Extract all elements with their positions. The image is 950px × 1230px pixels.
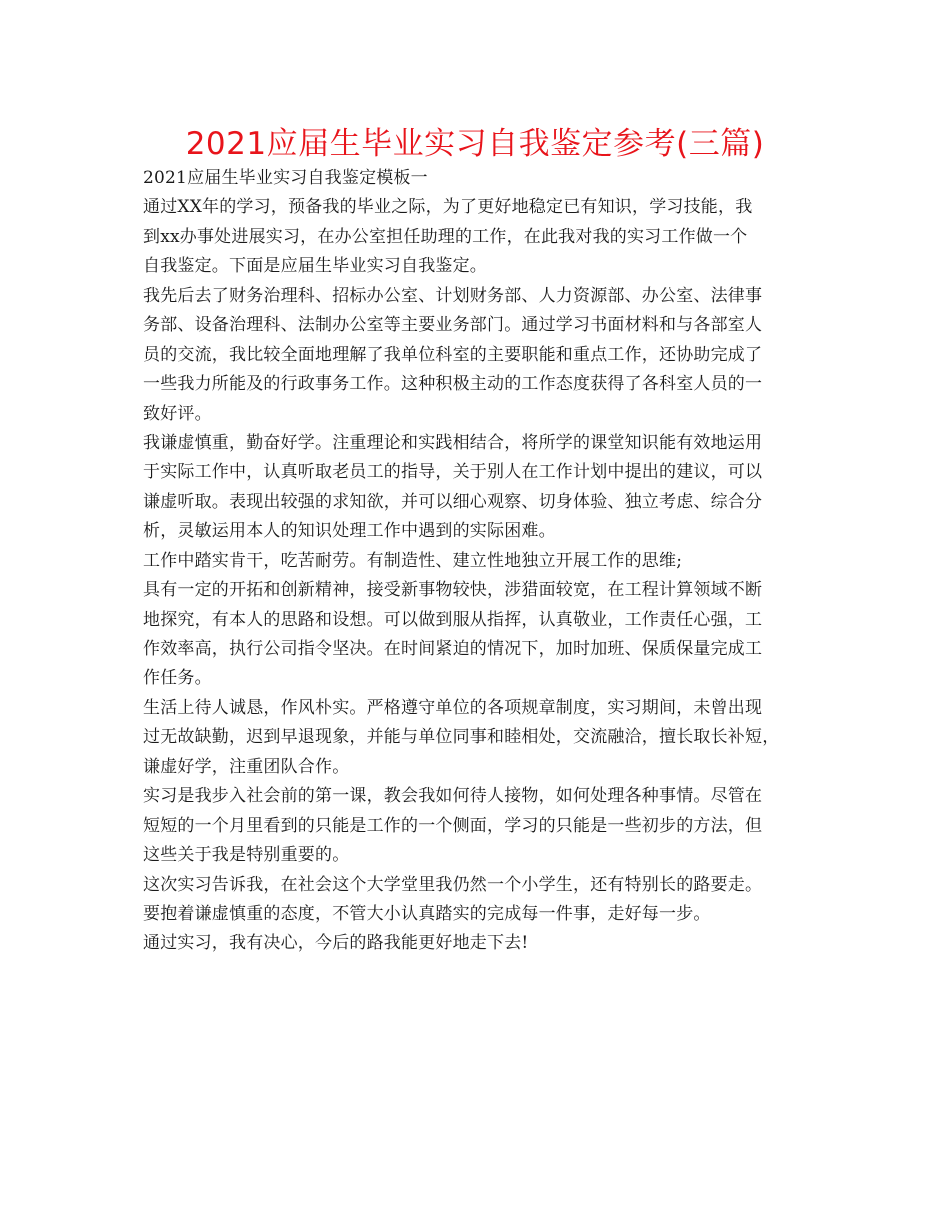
text-line: 这些关于我是特别重要的。 xyxy=(143,845,350,866)
text-line: 这次实习告诉我，在社会这个大学堂里我仍然一个小学生，还有特别长的路要走。 xyxy=(143,874,763,895)
text-line: 到xx办事处进展实习，在办公室担任助理的工作，在此我对我的实习工作做一个 xyxy=(143,226,748,247)
text-line: 短短的一个月里看到的只能是工作的一个侧面，学习的只能是一些初步的方法，但 xyxy=(143,815,763,836)
text-line: 务部、设备治理科、法制办公室等主要业务部门。通过学习书面材料和与各部室人 xyxy=(143,315,763,336)
text-line: 员的交流，我比较全面地理解了我单位科室的主要职能和重点工作，还协助完成了 xyxy=(143,344,763,365)
text-line: 要抱着谦虚慎重的态度，不管大小认真踏实的完成每一件事，走好每一步。 xyxy=(143,903,711,924)
text-line: 地探究，有本人的思路和设想。可以做到服从指挥，认真敬业，工作责任心强，工 xyxy=(143,609,763,630)
text-line: 谦虚好学，注重团队合作。 xyxy=(143,756,350,777)
text-line: 自我鉴定。下面是应届生毕业实习自我鉴定。 xyxy=(143,256,487,277)
text-line: 工作中踏实肯干，吃苦耐劳。有制造性、建立性地独立开展工作的思维; xyxy=(143,550,683,571)
text-line: 一些我力所能及的行政事务工作。这种积极主动的工作态度获得了各科室人员的一 xyxy=(143,374,763,395)
text-line: 我先后去了财务治理科、招标办公室、计划财务部、人力资源部、办公室、法律事 xyxy=(143,285,763,306)
text-line: 具有一定的开拓和创新精神，接受新事物较快，涉猎面较宽，在工程计算领域不断 xyxy=(143,580,763,601)
document-body xyxy=(143,164,823,959)
text-line: 实习是我步入社会前的第一课，教会我如何待人接物，如何处理各种事情。尽管在 xyxy=(143,786,763,807)
text-line: 2021应届生毕业实习自我鉴定模板一 xyxy=(143,168,428,188)
text-line: 通过实习，我有决心，今后的路我能更好地走下去! xyxy=(143,933,529,954)
text-line: 生活上待人诚恳，作风朴实。严格遵守单位的各项规章制度，实习期间，未曾出现 xyxy=(143,697,763,718)
text-line: 谦虚听取。表现出较强的求知欲，并可以细心观察、切身体验、独立考虑、综合分 xyxy=(143,491,763,512)
text-line: 作任务。 xyxy=(143,668,212,689)
text-line: 致好评。 xyxy=(143,403,212,424)
text-line: 通过XX年的学习，预备我的毕业之际，为了更好地稳定已有知识，学习技能，我 xyxy=(143,197,753,218)
text-line: 作效率高，执行公司指令坚决。在时间紧迫的情况下，加时加班、保质保量完成工 xyxy=(143,639,763,659)
text-line: 过无故缺勤，迟到早退现象，并能与单位同事和睦相处，交流融洽，擅长取长补短， xyxy=(143,727,780,748)
document-title: 2021应届生毕业实习自我鉴定参考(三篇) xyxy=(185,126,765,162)
text-line: 我谦虚慎重，勤奋好学。注重理论和实践相结合，将所学的课堂知识能有效地运用 xyxy=(143,432,763,453)
text-line: 析，灵敏运用本人的知识处理工作中遇到的实际困难。 xyxy=(143,521,556,542)
text-line: 于实际工作中，认真听取老员工的指导，关于别人在工作计划中提出的建议，可以 xyxy=(143,462,763,483)
